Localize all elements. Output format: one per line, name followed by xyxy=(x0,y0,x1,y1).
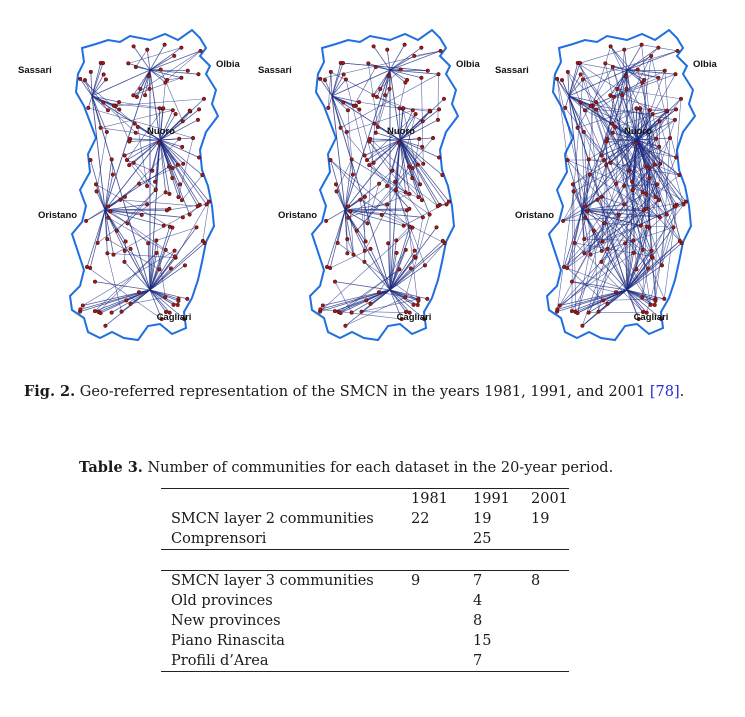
table-row xyxy=(161,611,569,631)
table-label: Table 3. xyxy=(79,459,143,476)
table-cell xyxy=(405,529,471,550)
table-row xyxy=(161,651,569,672)
network-edges xyxy=(320,45,449,326)
city-label: Cagliari xyxy=(633,312,669,323)
city-label: Cagliari xyxy=(156,312,192,323)
city-label: Sassari xyxy=(18,65,52,76)
table-cell: 19 xyxy=(531,511,550,527)
city-label: Nuoro xyxy=(624,126,652,137)
figure-caption xyxy=(24,383,734,400)
city-label: Olbia xyxy=(216,59,240,70)
table-cell xyxy=(405,651,471,672)
table-header-row xyxy=(161,489,569,510)
figure-caption-end: . xyxy=(679,384,685,400)
city-label: Nuoro xyxy=(147,126,175,137)
row-label: Comprensori xyxy=(161,529,405,550)
city-label: Nuoro xyxy=(387,126,415,137)
city-label: Olbia xyxy=(456,59,480,70)
city-label: Olbia xyxy=(693,59,717,70)
header-cell: 1991 xyxy=(471,489,529,510)
table-cell: 25 xyxy=(471,529,529,550)
map-1981 xyxy=(18,30,240,340)
table-cell xyxy=(405,611,471,631)
table-cell: 8 xyxy=(473,613,483,629)
figure-label: Fig. 2. xyxy=(24,383,76,400)
city-label: Cagliari xyxy=(396,312,432,323)
table-cell: 9 xyxy=(411,573,421,589)
table-cell xyxy=(405,631,471,651)
row-label: New provinces xyxy=(171,613,281,629)
row-label: SMCN layer 2 communities xyxy=(171,511,374,527)
city-label: Oristano xyxy=(278,210,318,221)
table-cell: 19 xyxy=(473,511,492,527)
table-cell xyxy=(405,591,471,611)
table-caption xyxy=(79,459,613,476)
table-cell: 8 xyxy=(531,573,541,589)
table-cell: 4 xyxy=(473,593,483,609)
table-cell xyxy=(529,591,569,611)
table-separator xyxy=(161,550,569,571)
table-cell: 22 xyxy=(411,511,430,527)
row-label: SMCN layer 3 communities xyxy=(171,573,374,589)
map-2001 xyxy=(495,30,717,340)
figure-caption-text: Geo-referred representation of the SMCN in the years 1981, 1991, and 2001 xyxy=(79,384,646,400)
city-label: Sassari xyxy=(495,65,529,76)
table-cell: 7 xyxy=(471,651,529,672)
row-label: Old provinces xyxy=(171,593,273,609)
city-label: Oristano xyxy=(515,210,555,221)
table-cell xyxy=(529,611,569,631)
table-row xyxy=(161,571,569,592)
row-label: Profili d’Area xyxy=(161,651,405,672)
table-cell xyxy=(529,651,569,672)
table-row xyxy=(161,631,569,651)
table-cell: 15 xyxy=(473,633,492,649)
map-1991 xyxy=(258,30,480,340)
table-row xyxy=(161,529,569,550)
table-cell xyxy=(529,631,569,651)
row-label: Piano Rinascita xyxy=(171,633,285,649)
table-cell xyxy=(529,529,569,550)
table-row xyxy=(161,591,569,611)
city-label: Oristano xyxy=(38,210,78,221)
header-cell: 2001 xyxy=(529,489,569,510)
table-row xyxy=(161,509,569,529)
citation-link[interactable]: [78] xyxy=(649,384,680,400)
city-label: Sassari xyxy=(258,65,292,76)
network-edges xyxy=(557,45,686,326)
table-caption-text: Number of communities for each dataset in the 20-year period. xyxy=(147,460,614,476)
header-cell: 1981 xyxy=(405,489,471,510)
header-cell xyxy=(161,489,405,510)
table-cell: 7 xyxy=(473,573,483,589)
communities-table xyxy=(161,488,569,672)
network-edges xyxy=(80,45,209,326)
